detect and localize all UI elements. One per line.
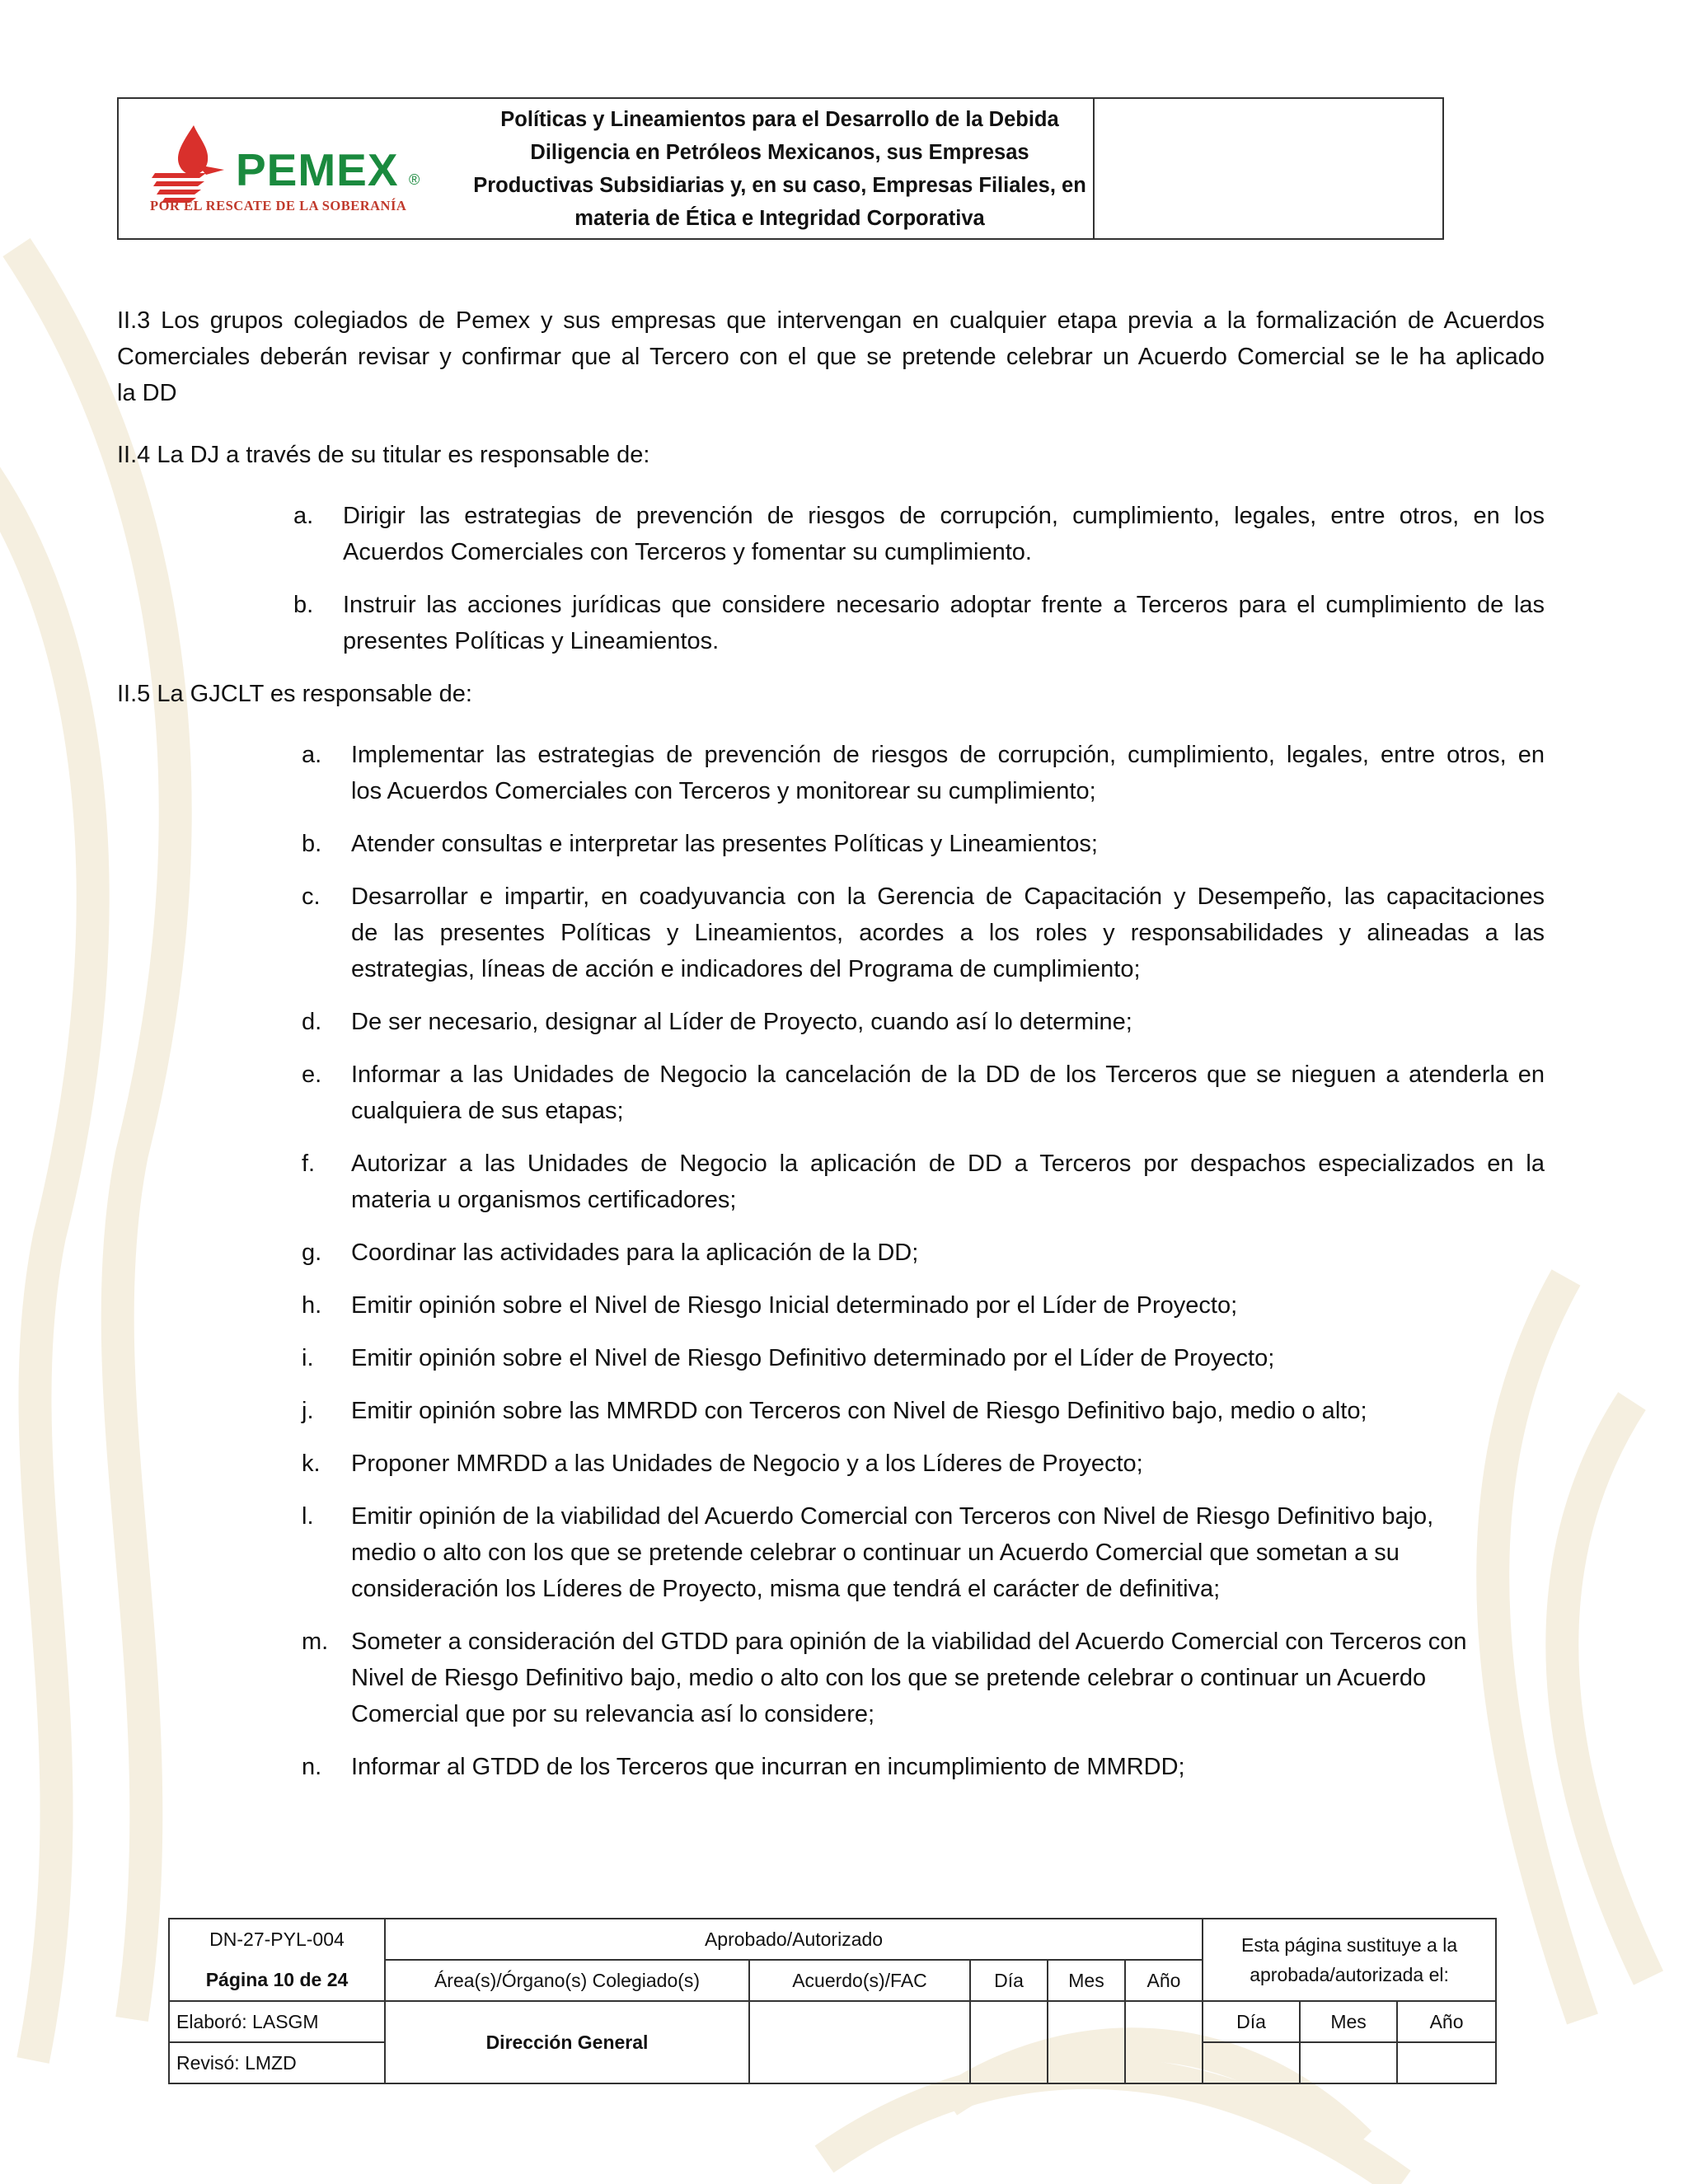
replaces-dia-value xyxy=(1203,2042,1300,2083)
approved-header: Aprobado/Autorizado xyxy=(385,1919,1203,1960)
area-value: Dirección General xyxy=(385,2001,749,2083)
reviso: Revisó: LMZD xyxy=(169,2042,385,2083)
paragraph-ii4: II.4 La DJ a través de su titular es responsable de: xyxy=(117,442,650,468)
text-line: presentes Políticas y Lineamientos. xyxy=(343,628,720,654)
text-line: Comerciales deberán revisar y confirmar que al Tercero con el que se pretende celebrar un Acuerdo Comercial se le ha aplicado xyxy=(117,344,1545,370)
list-label: n. xyxy=(302,1754,322,1780)
title-line: materia de Ética e Integridad Corporativa xyxy=(574,206,985,230)
list-label: a. xyxy=(302,742,322,768)
pemex-logo xyxy=(119,99,467,238)
text-line: Comercial que por su relevancia así lo considere; xyxy=(351,1701,875,1727)
header-blank-cell xyxy=(1095,99,1442,238)
replaces-anio-value xyxy=(1397,2042,1496,2083)
list-label: c. xyxy=(302,883,321,910)
text-line: Dirigir las estrategias de prevención de riesgos de corrupción, cumplimiento, legales, entre otros, en los xyxy=(343,503,1545,529)
text-line: Informar a las Unidades de Negocio la cancelación de la DD de los Terceros que se nieguen a atenderla en xyxy=(351,1062,1545,1088)
list-label: l. xyxy=(302,1503,314,1530)
text-line: Autorizar a las Unidades de Negocio la aplicación de DD a Terceros por despachos especializados en la xyxy=(351,1151,1545,1177)
replaces-note xyxy=(1203,1919,1496,2001)
col-acuerdo: Acuerdo(s)/FAC xyxy=(749,1960,970,2001)
logo-tagline: POR EL RESCATE DE LA SOBERANÍA xyxy=(150,198,407,213)
text-line: consideración los Líderes de Proyecto, misma que tendrá el carácter de definitiva; xyxy=(351,1576,1221,1602)
text-line: Someter a consideración del GTDD para opinión de la viabilidad del Acuerdo Comercial con Terceros con xyxy=(351,1629,1467,1655)
text-line: De ser necesario, designar al Líder de Proyecto, cuando así lo determine; xyxy=(351,1009,1132,1035)
list-label: g. xyxy=(302,1240,322,1266)
text-line: Desarrollar e impartir, en coadyuvancia con la Gerencia de Capacitación y Desempeño, las capacitaciones xyxy=(351,883,1545,910)
text-line: Coordinar las actividades para la aplicación de la DD; xyxy=(351,1240,919,1266)
pemex-eagle-icon xyxy=(148,124,239,206)
dia-value xyxy=(970,2001,1048,2083)
text-line: Emitir opinión de la viabilidad del Acuerdo Comercial con Terceros con Nivel de Riesgo Definitivo bajo, xyxy=(351,1503,1434,1530)
text-line: Emitir opinión sobre el Nivel de Riesgo Inicial determinado por el Líder de Proyecto; xyxy=(351,1292,1238,1319)
paragraph-ii5: II.5 La GJCLT es responsable de: xyxy=(117,681,472,707)
text-line: cualquiera de sus etapas; xyxy=(351,1098,624,1124)
replaces-mes-value xyxy=(1300,2042,1397,2083)
col-dia: Día xyxy=(970,1960,1048,2001)
text-line: Instruir las acciones jurídicas que considere necesario adoptar frente a Terceros para el cumplimiento de las xyxy=(343,592,1545,618)
text-line: la DD xyxy=(117,380,177,406)
list-label: b. xyxy=(293,592,314,618)
title-line: Diligencia en Petróleos Mexicanos, sus Empresas xyxy=(530,140,1029,164)
title-line: Políticas y Lineamientos para el Desarrollo de la Debida xyxy=(500,107,1059,131)
elaboro: Elaboró: LASGM xyxy=(169,2001,385,2042)
text-line: materia u organismos certificadores; xyxy=(351,1187,737,1213)
document-title xyxy=(467,99,1095,238)
text-line: Proponer MMRDD a las Unidades de Negocio y a los Líderes de Proyecto; xyxy=(351,1451,1143,1477)
acuerdo-value xyxy=(749,2001,970,2083)
replaces-dia: Día xyxy=(1203,2001,1300,2042)
col-mes: Mes xyxy=(1048,1960,1125,2001)
list-label: j. xyxy=(302,1398,314,1424)
replaces-line: aprobada/autorizada el: xyxy=(1250,1964,1449,1985)
list-label: a. xyxy=(293,503,314,529)
paragraph-ii3 xyxy=(117,302,1545,411)
header-table xyxy=(117,97,1444,240)
list-label: h. xyxy=(302,1292,322,1319)
text-line: estrategias, líneas de acción e indicadores del Programa de cumplimiento; xyxy=(351,956,1141,982)
text-line: Nivel de Riesgo Definitivo bajo, medio o alto con los que se pretende celebrar o continuar un Acuerdo xyxy=(351,1665,1427,1691)
text-line: Emitir opinión sobre las MMRDD con Terceros con Nivel de Riesgo Definitivo bajo, medio o alto; xyxy=(351,1398,1367,1424)
text-line: Acuerdos Comerciales con Terceros y fomentar su cumplimiento. xyxy=(343,539,1032,565)
text-line: Atender consultas e interpretar las presentes Políticas y Lineamientos; xyxy=(351,831,1098,857)
footer-table xyxy=(168,1918,1497,2084)
logo-wordmark: PEMEX xyxy=(236,144,399,195)
list-label: i. xyxy=(302,1345,314,1371)
list-label: e. xyxy=(302,1062,322,1088)
text-line: Informar al GTDD de los Terceros que incurran en incumplimiento de MMRDD; xyxy=(351,1754,1185,1780)
text-line: de las presentes Políticas y Lineamientos, acordes a los roles y responsabilidades y alineadas a las xyxy=(351,920,1545,946)
text-line: los Acuerdos Comerciales con Terceros y monitorear su cumplimiento; xyxy=(351,778,1096,804)
text-line: Emitir opinión sobre el Nivel de Riesgo Definitivo determinado por el Líder de Proyecto; xyxy=(351,1345,1275,1371)
replaces-anio: Año xyxy=(1397,2001,1496,2042)
replaces-line: Esta página sustituye a la xyxy=(1241,1934,1458,1956)
doc-code: DN-27-PYL-004 xyxy=(169,1919,385,1960)
replaces-mes: Mes xyxy=(1300,2001,1397,2042)
registered-mark: ® xyxy=(409,171,420,188)
text-line: Implementar las estrategias de prevención de riesgos de corrupción, cumplimiento, legales, entre otros, en xyxy=(351,742,1545,768)
text-line: medio o alto con los que se pretende celebrar o continuar un Acuerdo Comercial que sometan a su xyxy=(351,1540,1400,1566)
list-label: m. xyxy=(302,1629,329,1655)
page-number: Página 10 de 24 xyxy=(169,1960,385,2001)
mes-value xyxy=(1048,2001,1125,2083)
title-line: Productivas Subsidiarias y, en su caso, Empresas Filiales, en xyxy=(473,173,1086,197)
col-anio: Año xyxy=(1125,1960,1203,2001)
anio-value xyxy=(1125,2001,1203,2083)
list-label: d. xyxy=(302,1009,322,1035)
list-label: b. xyxy=(302,831,322,857)
text-line: II.3 Los grupos colegiados de Pemex y sus empresas que intervengan en cualquier etapa previa a la formalización de Acuerdos xyxy=(117,307,1545,334)
col-area: Área(s)/Órgano(s) Colegiado(s) xyxy=(385,1960,749,2001)
list-label: k. xyxy=(302,1451,321,1477)
list-label: f. xyxy=(302,1151,316,1177)
